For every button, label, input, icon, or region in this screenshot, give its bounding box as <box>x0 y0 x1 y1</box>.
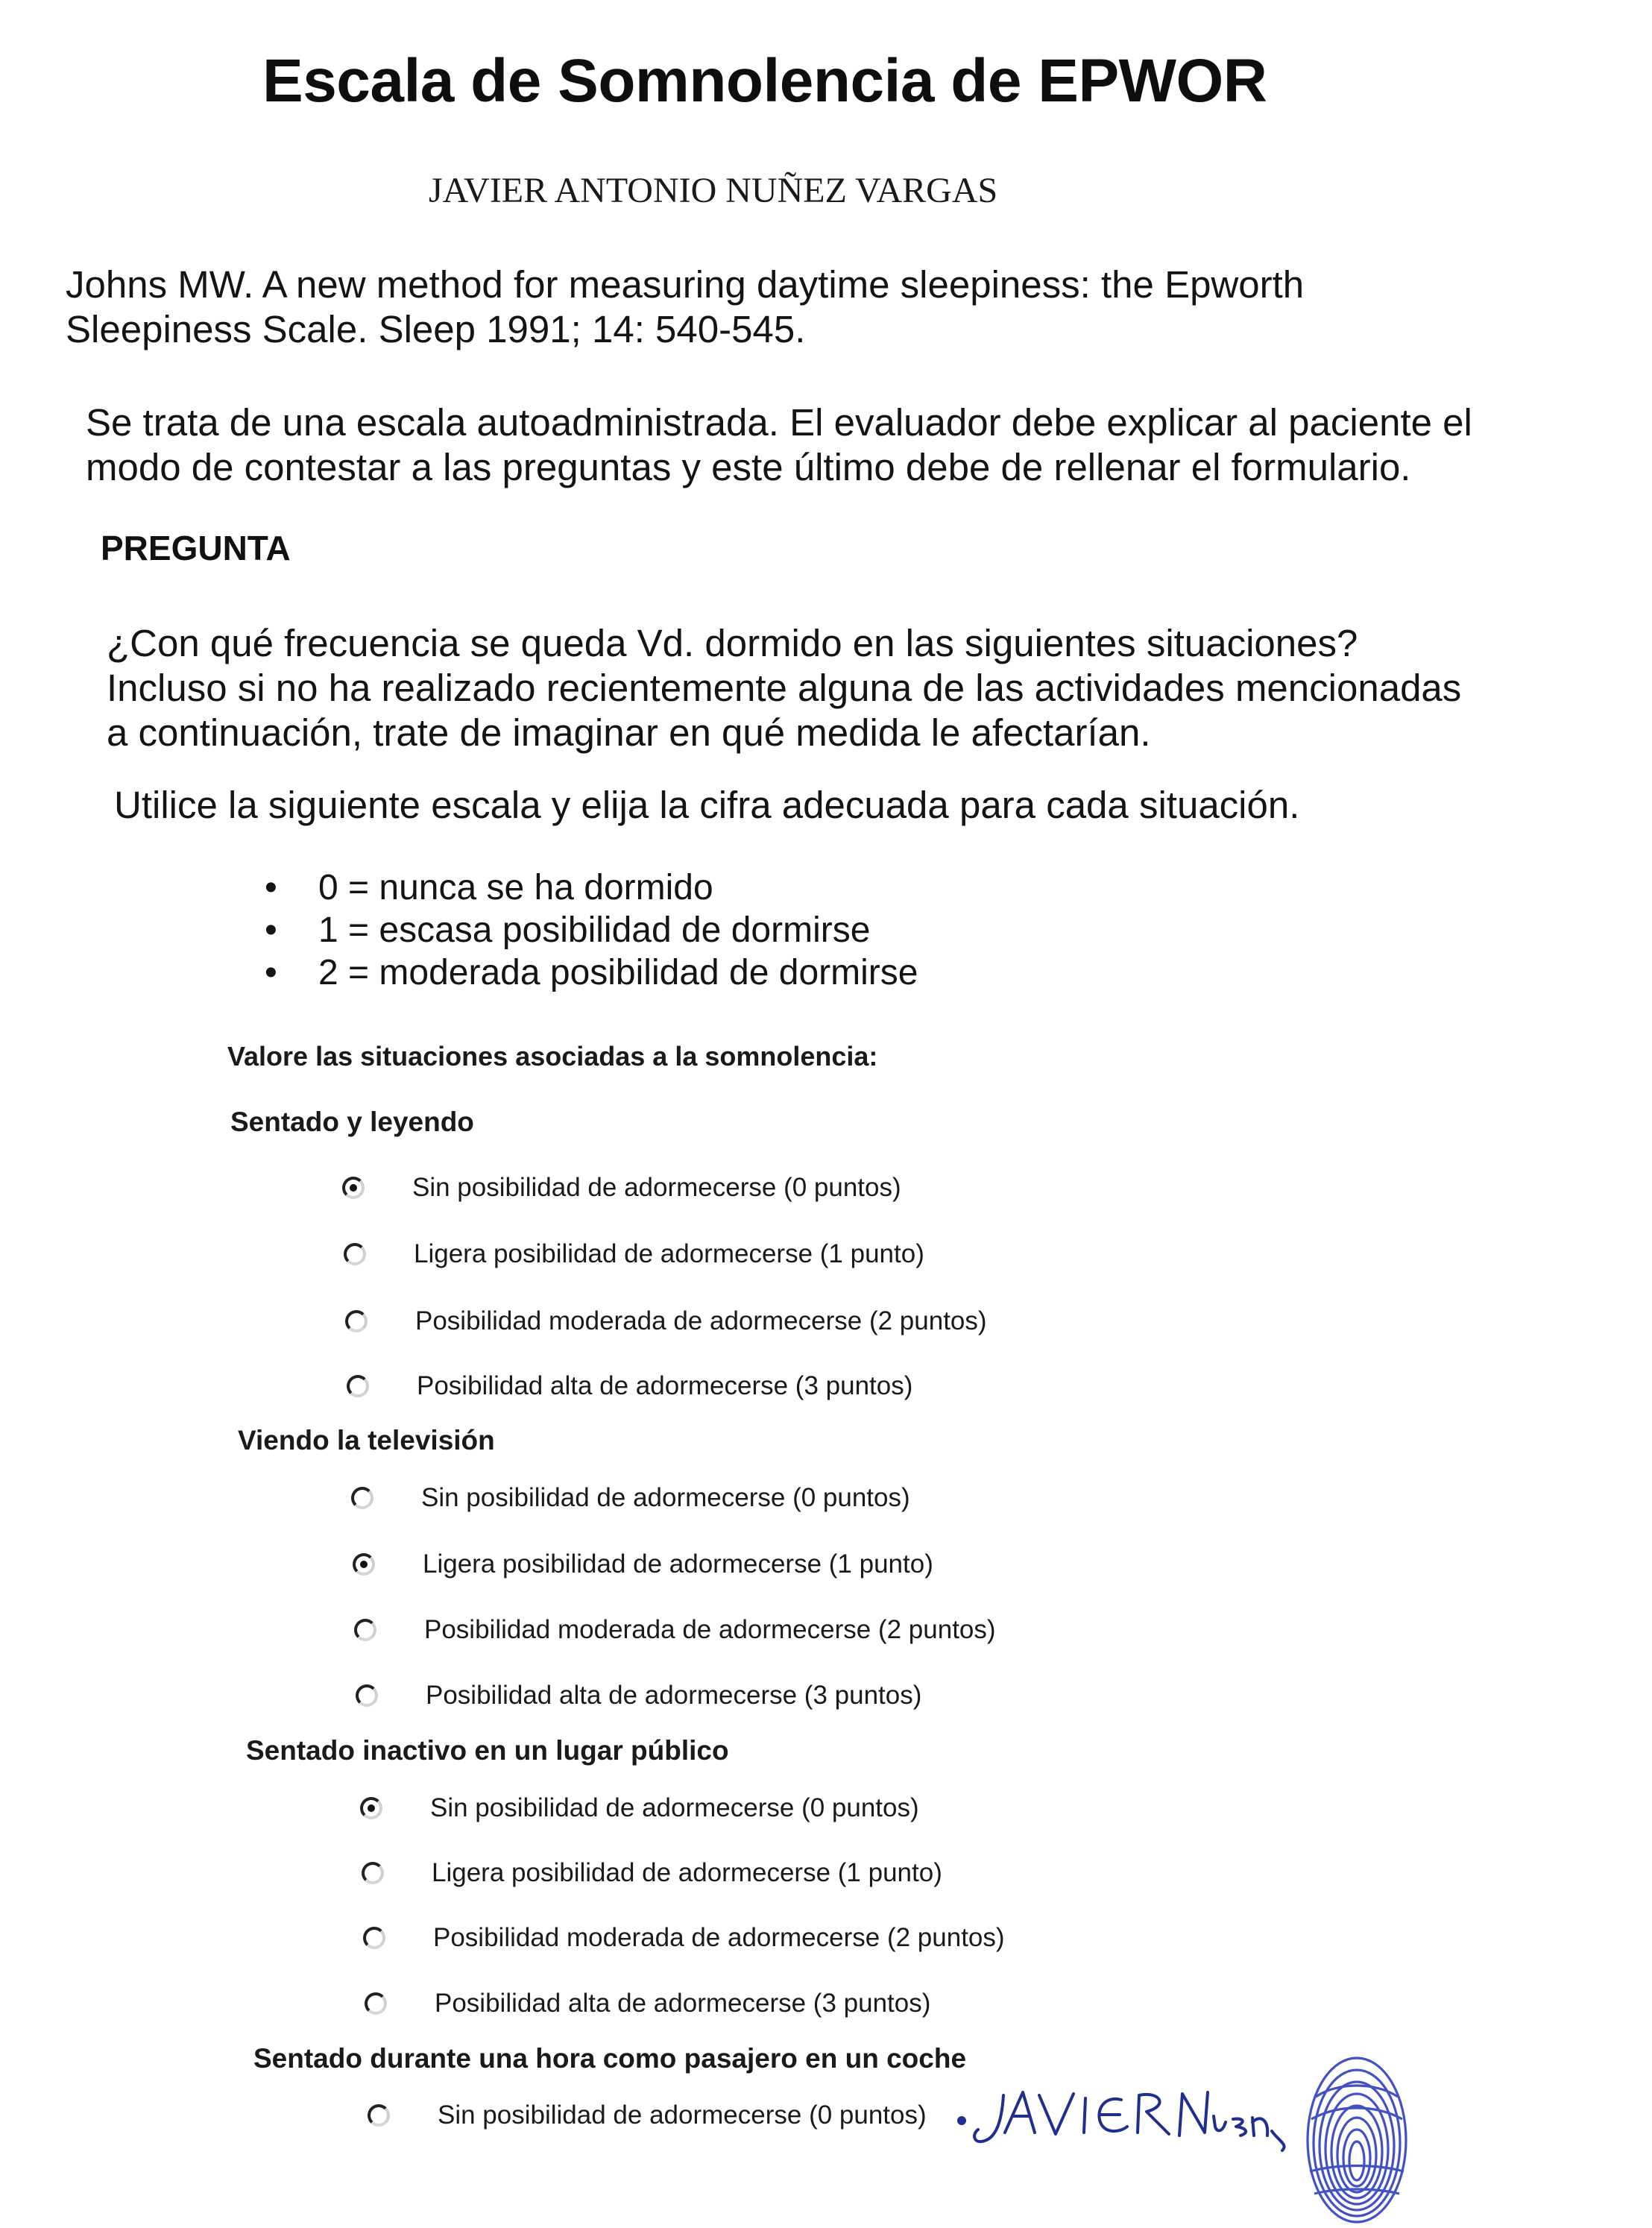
option-label: Sin posibilidad de adormecerse (0 puntos) <box>438 2100 927 2130</box>
option-label: Posibilidad moderada de adormecerse (2 puntos) <box>433 1923 1005 1952</box>
section-title-sentado-leyendo: Sentado y leyendo <box>230 1107 474 1137</box>
option-label: Posibilidad alta de adormecerse (3 puntos) <box>426 1681 922 1710</box>
option-label: Sin posibilidad de adormecerse (0 puntos) <box>412 1173 901 1202</box>
section-title-viendo-television: Viendo la televisión <box>238 1425 495 1456</box>
scale-item: • 0 = nunca se ha dormido <box>265 866 918 909</box>
option-row[interactable] <box>342 1173 901 1203</box>
option-label: Posibilidad alta de adormecerse (3 puntos) <box>417 1371 913 1400</box>
scale-item: • 1 = escasa posibilidad de dormirse <box>265 909 918 951</box>
option-label: Ligera posibilidad de adormecerse (1 punto) <box>423 1549 933 1579</box>
radio-button[interactable] <box>360 1797 382 1819</box>
radio-button[interactable] <box>368 2104 390 2127</box>
section-title-pasajero-coche: Sentado durante una hora como pasajero en un coche <box>253 2043 967 2074</box>
option-label: Ligera posibilidad de adormecerse (1 punto) <box>432 1858 942 1887</box>
option-label: Sin posibilidad de adormecerse (0 puntos) <box>421 1483 910 1512</box>
radio-button[interactable] <box>356 1684 378 1707</box>
question-text: ¿Con qué frecuencia se queda Vd. dormido en las siguientes situaciones? Incluso si no ha realizado recientemente alguna de las actividades mencionadas a continuación, trate de imaginar en qué medida le afectarían. <box>107 622 1462 754</box>
scale-item: • 2 = moderada posibilidad de dormirse <box>265 951 918 994</box>
radio-button[interactable] <box>354 1619 376 1641</box>
radio-button[interactable] <box>347 1375 369 1397</box>
document-title: Escala de Somnolencia de EPWOR <box>262 47 1267 115</box>
option-row[interactable] <box>356 1681 921 1711</box>
option-label: Posibilidad alta de adormecerse (3 puntos) <box>435 1989 931 2018</box>
option-row[interactable] <box>362 1858 942 1888</box>
scale-instructions: Utilice la siguiente escala y elija la cifra adecuada para cada situación. <box>114 784 1300 826</box>
option-row[interactable] <box>360 1793 919 1823</box>
option-row[interactable] <box>353 1549 933 1579</box>
radio-button[interactable] <box>342 1177 365 1199</box>
radio-button[interactable] <box>362 1862 384 1884</box>
radio-button[interactable] <box>353 1553 375 1576</box>
option-label: Sin posibilidad de adormecerse (0 puntos) <box>430 1793 919 1822</box>
fingerprint-image <box>1301 2052 1413 2228</box>
radio-button[interactable] <box>344 1243 366 1265</box>
author-name: JAVIER ANTONIO NUÑEZ VARGAS <box>429 171 998 210</box>
option-row[interactable] <box>347 1371 912 1401</box>
handwritten-signature <box>951 2073 1294 2162</box>
question-heading: PREGUNTA <box>101 529 291 567</box>
option-row[interactable] <box>345 1306 987 1336</box>
option-label: Posibilidad moderada de adormecerse (2 puntos) <box>415 1306 987 1335</box>
option-label: Ligera posibilidad de adormecerse (1 punto) <box>414 1239 924 1268</box>
radio-button[interactable] <box>363 1927 385 1949</box>
option-row[interactable] <box>365 1989 930 2018</box>
radio-button[interactable] <box>345 1310 368 1332</box>
section-title-lugar-publico: Sentado inactivo en un lugar público <box>246 1735 729 1766</box>
intro-paragraph: Se trata de una escala autoadministrada. El evaluador debe explicar al paciente el modo de contestar a las preguntas y este último debe de rellenar el formulario. <box>86 401 1472 488</box>
scale-list <box>265 866 918 994</box>
radio-button[interactable] <box>351 1487 373 1509</box>
option-label: Posibilidad moderada de adormecerse (2 puntos) <box>424 1615 996 1644</box>
radio-button[interactable] <box>365 1992 387 2015</box>
option-row[interactable] <box>368 2100 927 2130</box>
option-row[interactable] <box>363 1923 1005 1953</box>
option-row[interactable] <box>351 1483 910 1513</box>
option-row[interactable] <box>344 1239 924 1269</box>
valore-instruction: Valore las situaciones asociadas a la somnolencia: <box>227 1041 878 1071</box>
reference-citation: Johns MW. A new method for measuring daytime sleepiness: the Epworth Sleepiness Scale. Sleep 1991; 14: 540-545. <box>66 263 1305 350</box>
option-row[interactable] <box>354 1615 996 1645</box>
